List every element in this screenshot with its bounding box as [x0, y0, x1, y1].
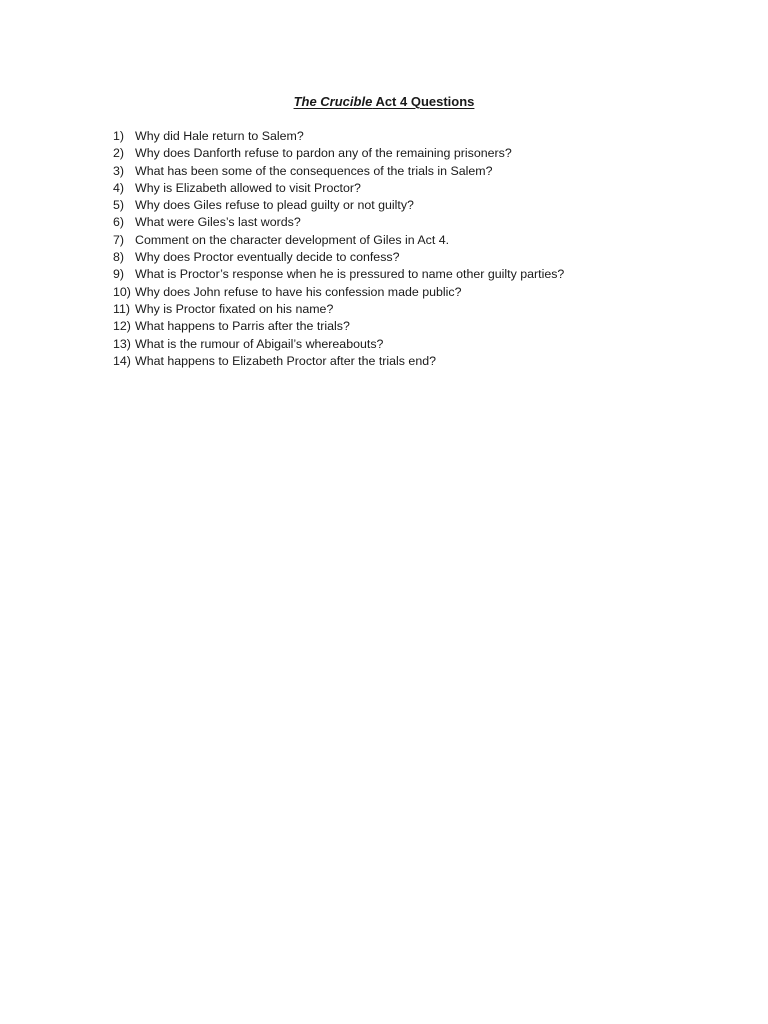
question-number: 3) [113, 163, 125, 178]
question-text: Why did Hale return to Salem? [135, 129, 304, 143]
question-text: Why does Proctor eventually decide to confess? [135, 250, 400, 265]
question-item [113, 336, 673, 353]
question-text: What is the rumour of Abigail’s whereabouts? [135, 336, 384, 351]
question-item [113, 301, 673, 318]
question-item [113, 128, 673, 145]
question-item [113, 318, 673, 335]
question-text: Why does John refuse to have his confession made public? [135, 284, 462, 299]
question-number: 7) [113, 232, 125, 247]
question-item [113, 197, 673, 214]
question-number: 4) [113, 180, 125, 195]
question-item [113, 353, 673, 370]
question-text: Comment on the character development of Giles in Act 4. [135, 232, 450, 247]
question-text: What happens to Elizabeth Proctor after the trials end? [135, 353, 436, 368]
title-italic-part: The Crucible [293, 94, 373, 109]
question-item [113, 284, 673, 301]
question-item [113, 266, 673, 283]
question-number: 6) [113, 215, 125, 230]
question-number: 1) [113, 129, 125, 143]
question-text: Why does Danforth refuse to pardon any of the remaining prisoners? [135, 146, 512, 161]
question-text: What happens to Parris after the trials? [135, 319, 350, 334]
question-number: 9) [113, 267, 125, 282]
question-number: 12) [113, 319, 131, 334]
question-item [113, 180, 673, 197]
title-rest-part: Act 4 Questions [372, 94, 475, 109]
question-text: What is Proctor’s response when he is pressured to name other guilty parties? [135, 267, 565, 282]
question-number: 8) [113, 250, 125, 265]
question-text: What has been some of the consequences of the trials in Salem? [135, 163, 493, 178]
question-list [113, 128, 673, 370]
question-item [113, 249, 673, 266]
question-number: 14) [113, 353, 131, 368]
question-number: 13) [113, 336, 131, 351]
question-text: What were Giles’s last words? [135, 215, 301, 230]
question-item [113, 163, 673, 180]
document-title [0, 93, 768, 111]
question-item [113, 232, 673, 249]
question-text: Why does Giles refuse to plead guilty or not guilty? [135, 198, 414, 213]
question-text: Why is Elizabeth allowed to visit Proctor? [135, 180, 361, 195]
question-number: 11) [113, 301, 130, 316]
question-number: 10) [113, 284, 131, 299]
question-item [113, 145, 673, 162]
question-number: 5) [113, 198, 125, 213]
question-text: Why is Proctor fixated on his name? [135, 301, 334, 316]
question-number: 2) [113, 146, 125, 161]
question-item [113, 214, 673, 231]
